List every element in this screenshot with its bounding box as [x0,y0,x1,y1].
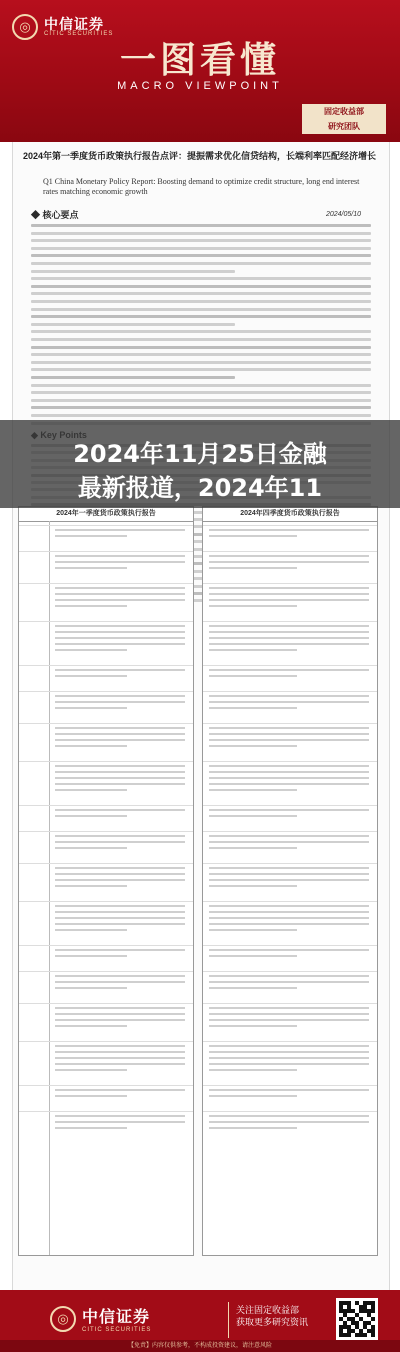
table-row-divider [19,805,193,806]
table-cell-text [55,1063,185,1065]
table-cell-text [209,949,369,951]
table-row-divider [203,1041,377,1042]
table-row-divider [203,1085,377,1086]
text-line [31,262,371,265]
table-left [18,506,194,1256]
table-cell-text [55,981,185,983]
header-banner [0,0,400,142]
report-title-en: Q1 China Monetary Policy Report: Boosting demand to optimize credit structure, long end interest rates matching economic growth [43,177,360,196]
text-line [31,338,371,341]
table-cell-text [55,765,185,767]
table-cell-text [209,1063,369,1065]
text-line [31,346,371,349]
table-row-divider [19,525,193,526]
core-points-heading: ◆ 核心要点 [31,210,79,220]
report-title: 2024年第一季度货币政策执行报告点评：提振需求优化信贷结构，长端利率匹配经济增长 [23,151,377,161]
qr-module [371,1309,375,1313]
table-row-divider [19,761,193,762]
table-cell-text [209,587,369,589]
table-cell-text [209,809,369,811]
table-row-divider [203,805,377,806]
footer-logo [50,1304,151,1333]
text-line [31,292,371,295]
qr-module [371,1333,375,1337]
table-cell-text [55,1115,185,1117]
table-row-divider [203,723,377,724]
text-line [31,232,371,235]
text-line [31,224,371,227]
seal-icon: ◎ [12,14,38,40]
follow-line1: 关注固定收益部 [236,1305,300,1315]
table-cell-text [55,631,185,633]
table-row-divider [19,1085,193,1086]
footer-follow-text [236,1304,308,1328]
table-cell-text [55,923,185,925]
text-line [31,300,371,303]
table-cell-text [209,1019,369,1021]
table-cell-text [55,733,185,735]
table-cell-text [209,701,369,703]
table-cell-text [209,917,369,919]
table-cell-text [55,905,185,907]
table-cell-text [55,1057,185,1059]
table-cell-text [209,739,369,741]
table-cell-text [209,873,369,875]
table-cell-text [55,879,185,881]
table-cell-text [209,789,297,791]
table-cell-text [55,695,185,697]
table-row-divider [19,621,193,622]
table-cell-text [55,599,185,601]
table-row-divider [203,665,377,666]
table-cell-text [209,975,369,977]
team-tag [302,104,386,134]
table-cell-text [209,911,369,913]
table-cell-text [209,1127,297,1129]
table-cell-text [209,981,369,983]
footer-divider [228,1302,229,1338]
table-row-divider [203,1111,377,1112]
table-cell-text [55,1127,127,1129]
table-cell-text [55,669,185,671]
table-right-title: 2024年四季度货币政策执行报告 [203,507,377,522]
table-cell-text [55,917,185,919]
table-row-divider [19,901,193,902]
table-left-title: 2024年一季度货币政策执行报告 [19,507,193,522]
table-cell-text [55,1007,185,1009]
table-cell-text [55,739,185,741]
banner-title: 一图看懂 [119,39,280,81]
text-line [31,315,371,318]
table-row-divider [203,945,377,946]
table-cell-text [209,835,369,837]
table-cell-text [209,1045,369,1047]
table-cell-text [209,1069,297,1071]
banner-subtitle: MACRO VIEWPOINT [117,80,283,92]
table-right [202,506,378,1256]
table-cell-text [209,599,369,601]
table-cell-text [209,815,297,817]
text-line [31,384,371,387]
table-row-divider [203,1003,377,1004]
table-row-divider [19,1003,193,1004]
table-cell-text [55,587,185,589]
text-line [31,391,371,394]
table-row-divider [19,583,193,584]
table-cell-text [209,555,369,557]
table-cell-text [209,605,297,607]
table-cell-text [55,955,127,957]
table-cell-text [209,1007,369,1009]
table-cell-text [55,675,127,677]
table-cell-text [55,625,185,627]
table-row-divider [203,901,377,902]
table-cell-text [209,745,297,747]
table-cell-text [55,707,127,709]
text-line [31,330,371,333]
table-cell-text [209,625,369,627]
table-cell-text [55,1045,185,1047]
table-cell-text [209,631,369,633]
text-line [31,323,235,326]
table-cell-text [209,695,369,697]
table-cell-text [209,707,297,709]
table-row-divider [203,691,377,692]
table-cell-text [209,561,369,563]
table-cell-text [55,561,185,563]
table-cell-text [209,1121,369,1123]
table-cell-text [55,605,127,607]
bottom-disclaimer: 【免责】内容仅供参考，不构成投资建议，请注意风险 [0,1340,400,1352]
table-cell-text [55,987,127,989]
table-cell-text [209,567,297,569]
table-cell-text [209,535,297,537]
text-line [31,353,371,356]
table-cell-text [55,1013,185,1015]
team-tag-line1: 固定收益部 [324,107,364,116]
table-cell-text [209,1013,369,1015]
footer-logo-en: CITIC SECURITIES [82,1327,152,1333]
comparison-tables [18,506,382,1352]
table-cell-text [55,911,185,913]
table-row-divider [19,971,193,972]
qr-module [363,1333,367,1337]
table-cell-text [55,975,185,977]
table-cell-text [55,847,127,849]
text-line [31,285,371,288]
table-row-divider [203,831,377,832]
footer-seal-icon: ◎ [50,1306,76,1332]
table-row-divider [203,583,377,584]
table-row-divider [19,691,193,692]
table-cell-text [209,867,369,869]
table-cell-text [209,733,369,735]
headline-line2: 最新报道，2024年11 [77,474,323,502]
table-cell-text [55,555,185,557]
headline-line1: 2024年11月25日金融 [73,440,327,468]
table-cell-text [55,1051,185,1053]
table-cell-text [209,987,297,989]
table-cell-text [209,649,297,651]
table-cell-text [209,905,369,907]
table-cell-text [55,649,127,651]
table-cell-text [55,1095,127,1097]
text-line [31,376,235,379]
table-cell-text [55,771,185,773]
table-cell-text [55,777,185,779]
table-row-divider [203,551,377,552]
table-cell-text [209,727,369,729]
table-cell-text [209,529,369,531]
headline-overlay [0,420,400,508]
logo-text-cn: 中信证券 [44,16,104,32]
table-cell-text [55,1069,127,1071]
table-cell-text [55,1025,127,1027]
text-line [31,399,371,402]
table-row-divider [203,621,377,622]
text-line [31,414,371,417]
text-line [31,254,371,257]
table-cell-text [55,1019,185,1021]
table-cell-text [55,701,185,703]
table-row-divider [19,945,193,946]
table-cell-text [209,1115,369,1117]
table-row-divider [19,1111,193,1112]
text-line [31,308,371,311]
footer-logo-cn: 中信证券 [82,1309,151,1326]
table-cell-text [55,885,127,887]
table-row-divider [19,863,193,864]
table-cell-text [55,529,185,531]
table-cell-text [55,593,185,595]
table-cell-text [55,789,127,791]
table-cell-text [209,669,369,671]
table-cell-text [55,637,185,639]
table-cell-text [55,1121,185,1123]
table-cell-text [55,929,127,931]
text-line [31,368,371,371]
table-cell-text [55,783,185,785]
table-cell-text [209,847,297,849]
table-cell-text [209,771,369,773]
table-cell-text [55,841,185,843]
text-line [31,406,371,409]
table-left-divider [49,521,50,1255]
table-row-divider [19,723,193,724]
table-row-divider [203,761,377,762]
text-line [31,247,371,250]
table-cell-text [55,949,185,951]
table-cell-text [209,1057,369,1059]
table-cell-text [209,885,297,887]
table-row-divider [203,525,377,526]
table-cell-text [55,745,127,747]
table-cell-text [55,535,127,537]
table-cell-text [55,1089,185,1091]
table-cell-text [55,809,185,811]
table-cell-text [209,765,369,767]
table-cell-text [209,643,369,645]
report-date: 2024/05/10 [325,211,361,218]
team-tag-line2: 研究团队 [328,122,360,131]
table-row-divider [19,1041,193,1042]
table-cell-text [209,777,369,779]
table-row-divider [203,863,377,864]
table-cell-text [209,593,369,595]
table-cell-text [209,955,297,957]
table-row-divider [19,665,193,666]
table-cell-text [55,873,185,875]
qr-code[interactable] [336,1298,378,1340]
table-cell-text [55,567,127,569]
text-line [31,270,235,273]
table-cell-text [209,783,369,785]
text-line [31,239,371,242]
table-cell-text [55,727,185,729]
table-cell-text [55,867,185,869]
table-cell-text [209,675,297,677]
table-cell-text [209,1051,369,1053]
table-cell-text [209,1095,297,1097]
logo-text-en: CITIC SECURITIES [44,31,114,37]
text-line [31,277,371,280]
table-row-divider [19,551,193,552]
table-cell-text [55,835,185,837]
table-cell-text [209,1089,369,1091]
text-line [31,361,371,364]
table-cell-text [209,841,369,843]
qr-module [371,1317,375,1321]
table-cell-text [209,923,369,925]
table-cell-text [209,1025,297,1027]
table-cell-text [55,643,185,645]
table-cell-text [209,637,369,639]
table-cell-text [55,815,127,817]
table-row-divider [203,971,377,972]
qr-module [347,1333,351,1337]
table-cell-text [209,879,369,881]
table-row-divider [19,831,193,832]
table-cell-text [209,929,297,931]
follow-line2: 获取更多研究资讯 [236,1317,309,1327]
